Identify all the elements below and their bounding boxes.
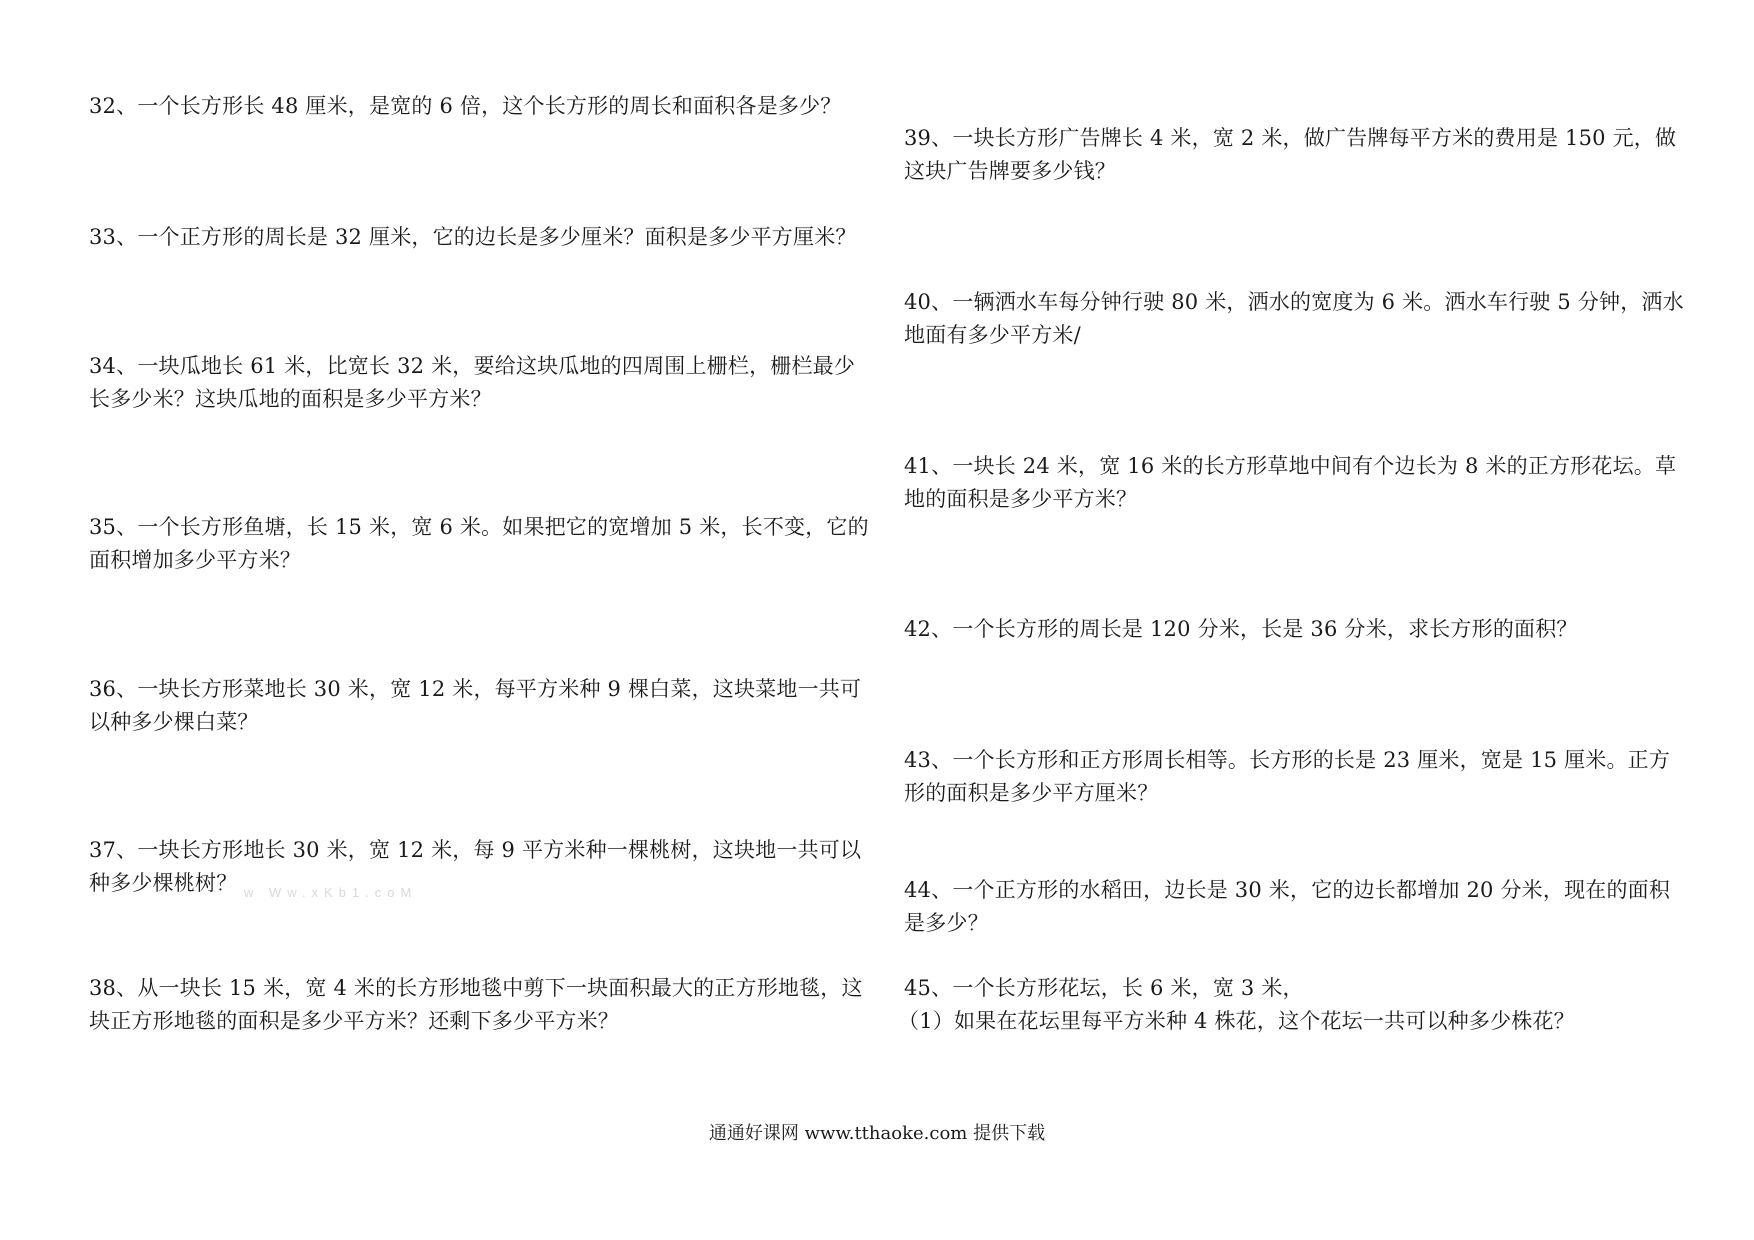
problem-32-line-1: 32、一个长方形长 48 厘米，是宽的 6 倍，这个长方形的周长和面积各是多少？ <box>89 94 842 118</box>
page-footer: 通通好课网 www.tthaoke.com 提供下载 <box>708 1123 1046 1144</box>
problem-39 <box>904 122 1684 188</box>
problem-35 <box>89 511 869 577</box>
problem-39-line-1: 39、一块长方形广告牌长 4 米，宽 2 米，做广告牌每平方米的费用是 150 元，做 <box>904 126 1677 150</box>
problem-33-line-1: 33、一个正方形的周长是 32 厘米，它的边长是多少厘米？面积是多少平方厘米？ <box>89 225 857 249</box>
problem-40-line-1: 40、一辆洒水车每分钟行驶 80 米，洒水的宽度为 6 米。洒水车行驶 5 分钟，洒水 <box>904 290 1684 314</box>
problem-43-line-2: 形的面积是多少平方厘米？ <box>904 781 1159 805</box>
problem-37-line-1: 37、一块长方形地长 30 米，宽 12 米，每 9 平方米种一棵桃树，这块地一共可以 <box>89 838 862 862</box>
problem-32 <box>89 90 869 123</box>
problem-43 <box>904 744 1684 810</box>
problem-36-line-2: 以种多少棵白菜？ <box>89 710 259 734</box>
problem-36-line-1: 36、一块长方形菜地长 30 米，宽 12 米，每平方米种 9 棵白菜，这块菜地一共可 <box>89 677 862 701</box>
problem-35-line-2: 面积增加多少平方米？ <box>89 548 301 572</box>
problem-44-line-1: 44、一个正方形的水稻田，边长是 30 米，它的边长都增加 20 分米，现在的面积 <box>904 878 1671 902</box>
problem-37-line-2: 种多少棵桃树？ <box>89 871 238 895</box>
problem-40-line-2: 地面有多少平方米/ <box>904 323 1081 347</box>
problem-34 <box>89 350 869 416</box>
problem-41-line-2: 地的面积是多少平方米？ <box>904 487 1138 511</box>
problem-37 <box>89 834 869 900</box>
problem-40 <box>904 286 1684 352</box>
problem-39-line-2: 这块广告牌要多少钱？ <box>904 159 1116 183</box>
problem-44 <box>904 874 1684 940</box>
problem-38-line-2: 块正方形地毯的面积是多少平方米？还剩下多少平方米？ <box>89 1009 619 1033</box>
watermark: w Ww.xKb1.coM <box>244 885 418 900</box>
problem-43-line-1: 43、一个长方形和正方形周长相等。长方形的长是 23 厘米，宽是 15 厘米。正方 <box>904 748 1671 772</box>
problem-41 <box>904 450 1684 516</box>
problem-45 <box>898 972 1684 1038</box>
problem-41-line-1: 41、一块长 24 米，宽 16 米的长方形草地中间有个边长为 8 米的正方形花坛。草 <box>904 454 1677 478</box>
problem-44-line-2: 是多少？ <box>904 911 989 935</box>
problem-45-line-1: 45、一个长方形花坛，长 6 米，宽 3 米， <box>904 976 1304 1000</box>
problem-42-line-1: 42、一个长方形的周长是 120 分米，长是 36 分米，求长方形的面积？ <box>904 617 1578 641</box>
problem-34-line-1: 34、一块瓜地长 61 米，比宽长 32 米，要给这块瓜地的四周围上栅栏，栅栏最少 <box>89 354 856 378</box>
problem-33 <box>89 221 869 254</box>
problem-35-line-1: 35、一个长方形鱼塘，长 15 米，宽 6 米。如果把它的宽增加 5 米，长不变，它的 <box>89 515 869 539</box>
problem-42 <box>904 613 1684 646</box>
problem-38-line-1: 38、从一块长 15 米，宽 4 米的长方形地毯中剪下一块面积最大的正方形地毯，这 <box>89 976 863 1000</box>
problem-36 <box>89 673 869 739</box>
problem-45-line-2: （1）如果在花坛里每平方米种 4 株花，这个花坛一共可以种多少株花？ <box>898 1009 1575 1033</box>
problem-38 <box>89 972 869 1038</box>
problem-34-line-2: 长多少米？这块瓜地的面积是多少平方米？ <box>89 387 492 411</box>
